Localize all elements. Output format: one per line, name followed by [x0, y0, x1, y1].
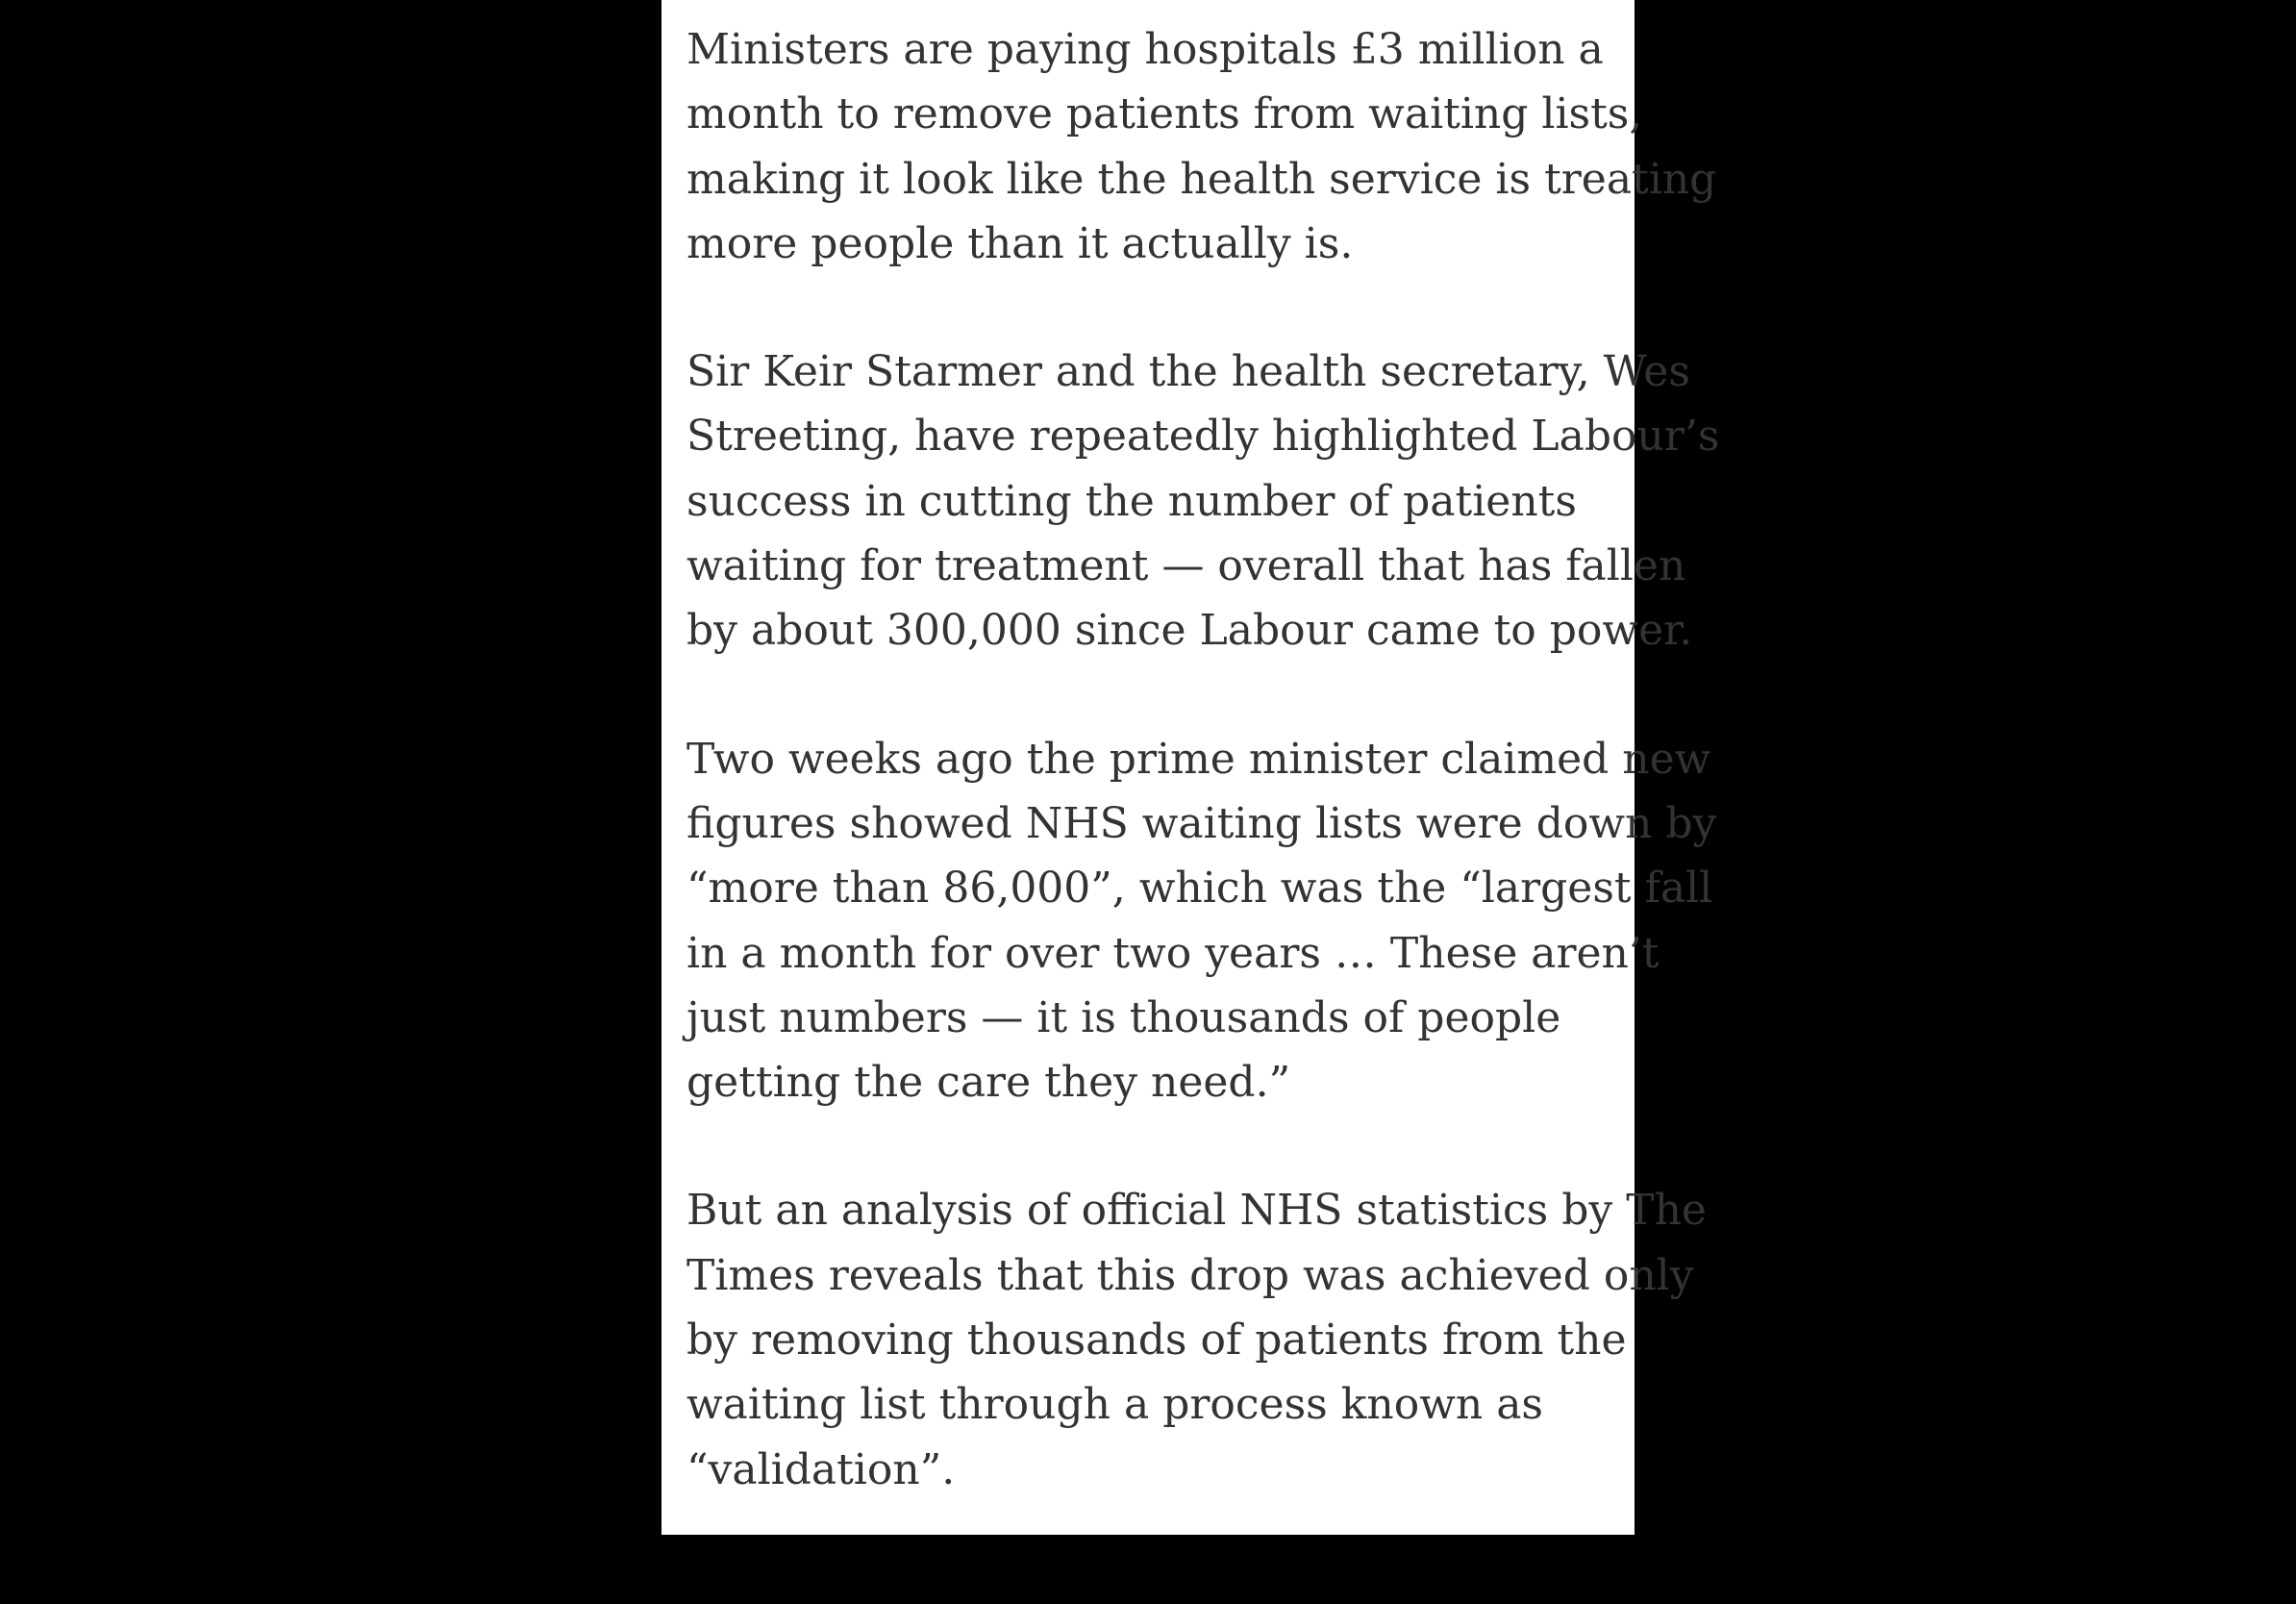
article-paragraph-4	[686, 1178, 1707, 1501]
text-line: in a month for over two years … These aren’t	[686, 928, 1660, 978]
text-line: waiting list through a process known as	[686, 1380, 1543, 1430]
text-line: by removing thousands of patients from the	[686, 1316, 1627, 1366]
text-line: month to remove patients from waiting lists,	[686, 89, 1643, 139]
article-paragraph-1	[686, 17, 1717, 276]
article-paragraph-2	[686, 339, 1720, 663]
text-line: But an analysis of official NHS statistics by The	[686, 1186, 1707, 1236]
text-line: Sir Keir Starmer and the health secretary, Wes	[686, 347, 1690, 397]
text-line: figures showed NHS waiting lists were down by	[686, 798, 1717, 848]
text-line: Two weeks ago the prime minister claimed new	[686, 734, 1711, 784]
article-paragraph-3	[686, 727, 1717, 1115]
text-line: by about 300,000 since Labour came to power.	[686, 606, 1693, 656]
text-line: “more than 86,000”, which was the “largest fall	[686, 864, 1713, 914]
text-line: Times reveals that this drop was achieved only	[686, 1250, 1694, 1300]
text-line: more people than it actually is.	[686, 218, 1354, 268]
text-line: making it look like the health service is treating	[686, 154, 1717, 204]
article-body	[661, 0, 1720, 1535]
text-line: success in cutting the number of patients	[686, 476, 1577, 526]
text-line: Ministers are paying hospitals £3 million a	[686, 25, 1604, 74]
text-line: “validation”.	[686, 1444, 956, 1494]
text-line: Streeting, have repeatedly highlighted Labour’s	[686, 412, 1720, 462]
text-line: just numbers — it is thousands of people	[686, 992, 1561, 1042]
text-line: getting the care they need.”	[686, 1058, 1291, 1108]
text-line: waiting for treatment — overall that has fallen	[686, 541, 1686, 591]
